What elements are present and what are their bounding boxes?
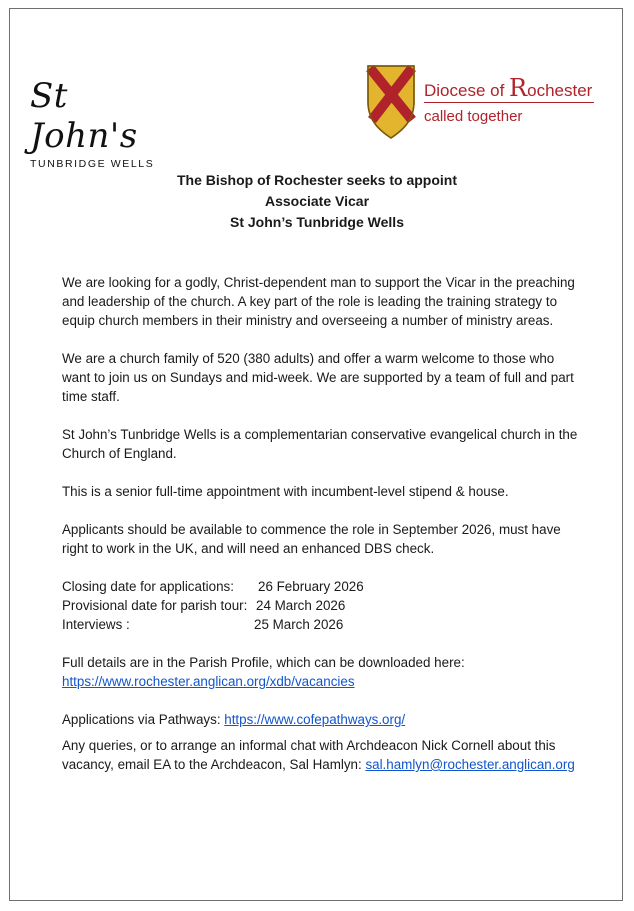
heading-line-3: St John’s Tunbridge Wells (230, 214, 404, 230)
diocese-tagline: called together (424, 108, 523, 125)
email-link[interactable]: sal.hamlyn@rochester.anglican.org (365, 757, 575, 772)
paragraph-applications (62, 710, 582, 729)
pathways-link[interactable]: https://www.cofepathways.org/ (224, 712, 406, 727)
date-row-interviews (62, 615, 582, 634)
date-label: Provisional date for parish tour: (62, 598, 248, 613)
vacancies-link[interactable]: https://www.rochester.anglican.org/xdb/vacancies (62, 674, 355, 689)
diocese-name-prefix: Diocese of (424, 81, 510, 100)
date-label: Interviews : (62, 617, 130, 632)
applications-text: Applications via Pathways: (62, 712, 225, 727)
date-row-closing (62, 577, 582, 596)
paragraph-appointment: This is a senior full-time appointment with incumbent-level stipend & house. (62, 484, 509, 499)
paragraph-church-family: We are a church family of 520 (380 adults) and offer a warm welcome to those who want to join us on Sundays and mid-week. We are supported by a team of full and part time staff. (62, 351, 574, 404)
paragraph-queries (62, 736, 582, 774)
paragraph-church-identity: St John’s Tunbridge Wells is a complementarian conservative evangelical church in the Church of England. (62, 427, 578, 461)
dates-list (62, 577, 582, 634)
profile-text: Full details are in the Parish Profile, which can be downloaded here: (62, 655, 465, 670)
paragraph-role: We are looking for a godly, Christ-dependent man to support the Vicar in the preaching and leadership of the church. A key part of the role is leading the training strategy to equip church members in their ministry and overseeing a number of ministry areas. (62, 275, 575, 328)
date-value: 26 February 2026 (258, 579, 364, 594)
date-row-tour (62, 596, 582, 615)
st-johns-logo-subtitle: TUNBRIDGE WELLS (30, 158, 155, 170)
diocese-name (424, 74, 592, 102)
paragraph-profile (62, 653, 582, 691)
queries-text: Any queries, or to arrange an informal chat with Archdeacon Nick Cornell about this vacancy, email EA to the Archdeacon, Sal Hamlyn: (62, 738, 556, 772)
st-johns-logo-script: St John's (30, 76, 138, 156)
st-johns-logo (30, 76, 160, 170)
advert-body (62, 273, 582, 774)
diocese-divider (424, 102, 594, 103)
date-value: 25 March 2026 (254, 617, 344, 632)
page-heading (0, 170, 634, 233)
heading-line-1: The Bishop of Rochester seeks to appoint (176, 172, 458, 188)
heading-line-2: Associate Vicar (264, 193, 370, 209)
date-label: Closing date for applications: (62, 579, 234, 594)
paragraph-requirements: Applicants should be available to commence the role in September 2026, must have right to work in the UK, and will need an enhanced DBS check. (62, 522, 561, 556)
diocese-name-initial: R (509, 74, 528, 102)
date-value: 24 March 2026 (256, 598, 346, 613)
diocese-logo (366, 64, 606, 144)
diocese-name-rest: ochester (527, 81, 593, 100)
diocese-shield-icon (366, 64, 416, 140)
